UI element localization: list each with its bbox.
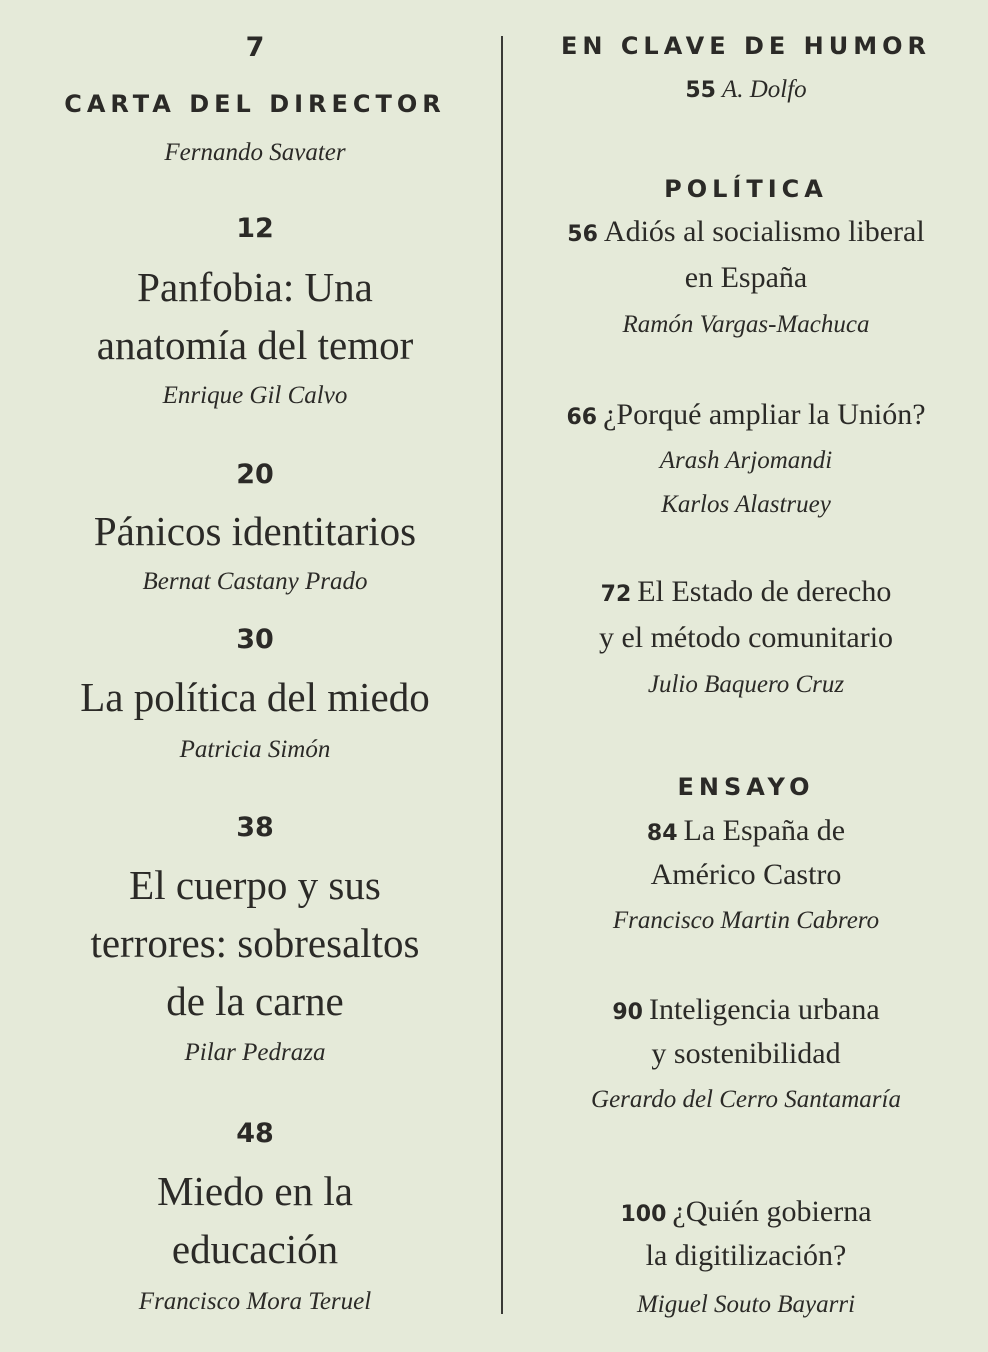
article-title: Adiós al socialismo liberal xyxy=(603,215,925,248)
article-title: educación xyxy=(171,1226,339,1272)
article-title: terrores: sobresaltos xyxy=(90,920,420,966)
page-number: 7 xyxy=(245,32,265,63)
article-title: de la carne xyxy=(166,978,344,1024)
toc-entry xyxy=(520,1190,972,1237)
toc-entry xyxy=(520,393,972,440)
toc-entry xyxy=(520,570,972,617)
page-number: 90 xyxy=(612,1000,643,1025)
article-title: y el método comunitario xyxy=(598,621,894,654)
page-number: 12 xyxy=(236,213,274,244)
page-number: 100 xyxy=(620,1202,667,1227)
article-author: Miguel Souto Bayarri xyxy=(636,1291,856,1318)
article-title: Pánicos identitarios xyxy=(93,508,417,554)
article-title: en España xyxy=(684,261,808,294)
article-title: y sostenibilidad xyxy=(651,1037,841,1070)
toc-entry xyxy=(520,809,972,856)
column-divider xyxy=(501,36,503,1314)
article-title: Inteligencia urbana xyxy=(648,993,880,1026)
article-author: Francisco Mora Teruel xyxy=(138,1288,372,1315)
article-author: Ramón Vargas-Machuca xyxy=(622,311,870,338)
page-number: 66 xyxy=(566,405,598,430)
article-title: La España de xyxy=(683,814,846,847)
article-author: Arash Arjomandi xyxy=(659,447,833,474)
section-title: CARTA DEL DIRECTOR xyxy=(64,90,446,118)
section-title: EN CLAVE DE HUMOR xyxy=(560,32,932,60)
article-author: A. Dolfo xyxy=(721,76,807,103)
article-author: Karlos Alastruey xyxy=(661,491,831,518)
article-author: Francisco Martin Cabrero xyxy=(612,907,880,934)
article-title: ¿Porqué ampliar la Unión? xyxy=(603,398,926,431)
page-number: 56 xyxy=(567,222,598,247)
article-title: la digitilización? xyxy=(645,1239,847,1272)
article-author: Gerardo del Cerro Santamaría xyxy=(591,1086,901,1113)
page-number: 38 xyxy=(236,812,274,843)
page-number: 72 xyxy=(600,582,632,607)
article-title: Américo Castro xyxy=(650,858,842,891)
article-author: Patricia Simón xyxy=(179,736,331,763)
article-title: El cuerpo y sus xyxy=(129,862,381,908)
page-number: 84 xyxy=(646,821,678,846)
article-author: Bernat Castany Prado xyxy=(142,568,368,595)
article-author: Julio Baquero Cruz xyxy=(647,671,845,698)
toc-entry xyxy=(520,74,972,109)
article-title: Panfobia: Una xyxy=(137,264,373,310)
article-title: La política del miedo xyxy=(80,674,430,720)
article-author: Enrique Gil Calvo xyxy=(162,382,348,409)
toc-entry xyxy=(520,210,972,257)
page-number: 55 xyxy=(685,78,716,103)
article-author: Pilar Pedraza xyxy=(184,1039,326,1066)
article-title: anatomía del temor xyxy=(96,322,414,368)
article-author: Fernando Savater xyxy=(164,139,346,166)
page-number: 20 xyxy=(236,459,274,490)
article-title: Miedo en la xyxy=(157,1168,353,1214)
toc-entry xyxy=(520,988,972,1035)
section-title: ENSAYO xyxy=(677,773,815,801)
page-number: 30 xyxy=(236,624,274,655)
article-title: El Estado de derecho xyxy=(637,575,892,608)
section-title: POLÍTICA xyxy=(664,175,828,203)
article-title: ¿Quién gobierna xyxy=(672,1195,872,1228)
page-number: 48 xyxy=(236,1118,274,1149)
